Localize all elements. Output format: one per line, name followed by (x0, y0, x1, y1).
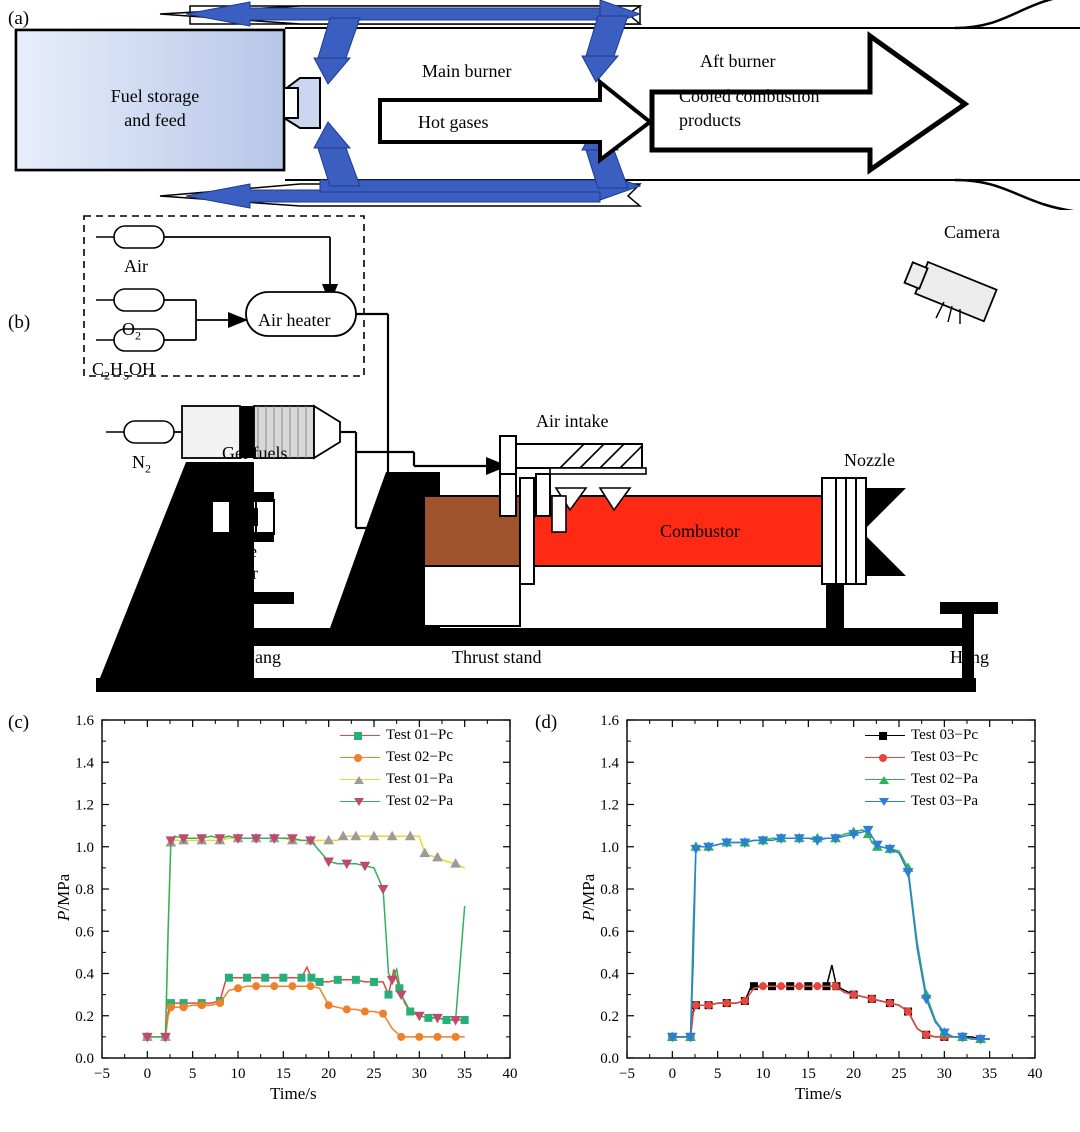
gel-fuels-label: Gel fuels (222, 443, 288, 463)
legend-item (865, 790, 978, 812)
series-marker (271, 983, 278, 990)
legend-label: Test 03−Pc (911, 727, 978, 743)
svg-text:1.0: 1.0 (75, 839, 94, 856)
panel-label-b: (b) (8, 312, 31, 333)
svg-text:40: 40 (1027, 1066, 1043, 1082)
series-marker (216, 1000, 223, 1007)
svg-text:0.6: 0.6 (600, 924, 619, 941)
legend-swatch (865, 779, 905, 780)
nozzle-label: Nozzle (844, 450, 895, 470)
svg-text:25: 25 (891, 1066, 907, 1082)
series-marker (380, 1010, 387, 1017)
series-marker (289, 983, 296, 990)
series-marker (886, 1000, 893, 1007)
legend-label: Test 03−Pa (911, 793, 978, 809)
svg-text:1.4: 1.4 (75, 755, 94, 772)
n2-label: $N_2$ (132, 452, 151, 476)
series-marker (832, 983, 839, 990)
series-marker (307, 983, 314, 990)
series-marker (262, 974, 269, 981)
series-marker (397, 991, 406, 999)
svg-text:25: 25 (366, 1066, 382, 1082)
series-marker (416, 1033, 423, 1040)
x-axis-label: Time/s (795, 1084, 842, 1103)
svg-text:0.8: 0.8 (75, 882, 94, 898)
o2-label: $O_2$ (122, 319, 141, 343)
legend-marker (879, 754, 887, 762)
camera-label: Camera (944, 222, 1000, 242)
series-marker (379, 886, 388, 894)
series-marker (371, 978, 378, 985)
x-axis-label: Time/s (270, 1084, 317, 1103)
series-marker (167, 1004, 174, 1011)
series-marker (198, 1002, 205, 1009)
legend-item (865, 746, 978, 768)
series-marker (814, 983, 821, 990)
hang-right-label: Hang (950, 647, 989, 667)
legend-swatch (340, 735, 380, 736)
y-axis-label: P/MPa (54, 873, 73, 921)
series-marker (180, 1004, 187, 1011)
series-line (672, 830, 989, 1039)
legend-marker (879, 798, 889, 806)
chart-d (565, 706, 1055, 1126)
series-marker (452, 1033, 459, 1040)
legend-label: Test 02−Pa (386, 793, 453, 809)
legend-marker (879, 776, 889, 784)
force-sensor-label-line2: sensor (212, 563, 258, 583)
panel-label-c: (c) (8, 712, 30, 733)
series-marker (280, 974, 287, 981)
legend-item (340, 768, 453, 790)
series-marker (308, 974, 315, 981)
series-marker (361, 1008, 368, 1015)
ethanol-label: $C_2H_5OH$ (92, 359, 156, 383)
legend-item (340, 724, 453, 746)
series-marker (868, 995, 875, 1002)
svg-text:1.4: 1.4 (600, 755, 619, 772)
svg-text:20: 20 (846, 1066, 862, 1082)
combustor-label: Combustor (660, 521, 741, 541)
legend-swatch (340, 779, 380, 780)
series-marker (461, 1016, 468, 1023)
legend-label: Test 03−Pc (911, 749, 978, 765)
legend-label: Test 01−Pa (386, 771, 453, 787)
series-marker (343, 1006, 350, 1013)
svg-text:0.0: 0.0 (600, 1051, 619, 1067)
svg-text:15: 15 (800, 1066, 816, 1082)
svg-text:35: 35 (457, 1066, 473, 1082)
series-marker (796, 983, 803, 990)
series-marker (316, 978, 323, 985)
series-marker (298, 974, 305, 981)
series-marker (420, 849, 429, 857)
legend-label: Test 01−Pc (386, 727, 453, 743)
legend-swatch (340, 801, 380, 802)
series-marker (244, 974, 251, 981)
legend-swatch (865, 735, 905, 736)
svg-text:0.0: 0.0 (75, 1051, 94, 1067)
cooled-products-label-line2: products (679, 110, 741, 130)
svg-text:15: 15 (275, 1066, 291, 1082)
schematic-panel-b (0, 210, 1080, 700)
series-marker (904, 869, 913, 877)
series-line (147, 836, 464, 1037)
series-marker (692, 1002, 699, 1009)
svg-text:0: 0 (668, 1066, 677, 1082)
cooled-products-label-line1: Cooled combustion (679, 86, 820, 106)
series-marker (778, 983, 785, 990)
legend-item (340, 746, 453, 768)
svg-text:0.2: 0.2 (75, 1008, 94, 1025)
series-line (147, 836, 464, 1037)
svg-text:0: 0 (143, 1066, 152, 1082)
svg-text:10: 10 (230, 1066, 246, 1082)
fuel-storage-label-line1: Fuel storage (110, 86, 200, 106)
series-marker (235, 985, 242, 992)
svg-text:−5: −5 (94, 1066, 110, 1082)
series-marker (385, 991, 392, 998)
legend-item (865, 724, 978, 746)
svg-text:1.0: 1.0 (600, 839, 619, 856)
panel-label-d: (d) (535, 712, 558, 733)
legend-swatch (865, 757, 905, 758)
panel-label-a: (a) (8, 8, 30, 29)
series-marker (760, 983, 767, 990)
svg-text:0.2: 0.2 (600, 1008, 619, 1025)
svg-text:−5: −5 (619, 1066, 635, 1082)
chart-c (40, 706, 530, 1126)
legend-marker (354, 798, 364, 806)
legend-item (865, 768, 978, 790)
series-marker (388, 976, 397, 984)
series-marker (334, 976, 341, 983)
svg-text:30: 30 (936, 1066, 952, 1082)
series-line (147, 986, 464, 1037)
legend-marker (879, 732, 887, 740)
chart-plot-area (565, 706, 1055, 1126)
legend-label: Test 02−Pc (386, 749, 453, 765)
chart-plot-area (40, 706, 530, 1126)
hot-gases-label: Hot gases (418, 112, 489, 132)
svg-text:40: 40 (502, 1066, 518, 1082)
svg-text:0.8: 0.8 (600, 882, 619, 898)
legend-marker (354, 754, 362, 762)
series-marker (225, 974, 232, 981)
air-intake-label: Air intake (536, 411, 609, 431)
svg-text:20: 20 (321, 1066, 337, 1082)
series-line (672, 830, 989, 1039)
svg-text:1.2: 1.2 (75, 797, 94, 814)
fuel-storage-label-line2: and feed (124, 110, 186, 130)
legend-swatch (340, 757, 380, 758)
svg-text:5: 5 (188, 1066, 197, 1082)
air-heater-label: Air heater (258, 310, 331, 330)
chart-legend (340, 724, 453, 812)
series-marker (325, 1002, 332, 1009)
main-burner-label: Main burner (422, 61, 512, 81)
thrust-stand-label: Thrust stand (452, 647, 542, 667)
svg-text:0.4: 0.4 (75, 966, 94, 983)
svg-text:30: 30 (411, 1066, 427, 1082)
svg-text:1.2: 1.2 (600, 797, 619, 814)
series-line (672, 965, 989, 1039)
legend-item (340, 790, 453, 812)
series-marker (352, 976, 359, 983)
legend-marker (354, 776, 364, 784)
legend-label: Test 02−Pa (911, 771, 978, 787)
svg-text:1.6: 1.6 (600, 713, 619, 729)
series-marker (705, 1002, 712, 1009)
svg-text:5: 5 (713, 1066, 722, 1082)
series-marker (434, 1033, 441, 1040)
chart-legend (865, 724, 978, 812)
series-marker (723, 1000, 730, 1007)
svg-text:10: 10 (755, 1066, 771, 1082)
svg-text:0.4: 0.4 (600, 966, 619, 983)
hang-left-label: Hang (242, 647, 281, 667)
y-axis-label: P/MPa (579, 873, 598, 921)
series-marker (398, 1033, 405, 1040)
series-marker (741, 997, 748, 1004)
series-marker (905, 1008, 912, 1015)
svg-text:0.6: 0.6 (75, 924, 94, 941)
force-sensor-label-line1: Force (216, 541, 257, 561)
svg-text:1.6: 1.6 (75, 713, 94, 729)
legend-swatch (865, 801, 905, 802)
series-marker (923, 1031, 930, 1038)
air-label: Air (124, 256, 148, 276)
series-marker (850, 991, 857, 998)
svg-text:35: 35 (982, 1066, 998, 1082)
aft-burner-label: Aft burner (700, 51, 776, 71)
series-marker (253, 983, 260, 990)
series-line (147, 967, 464, 1037)
legend-marker (354, 732, 362, 740)
